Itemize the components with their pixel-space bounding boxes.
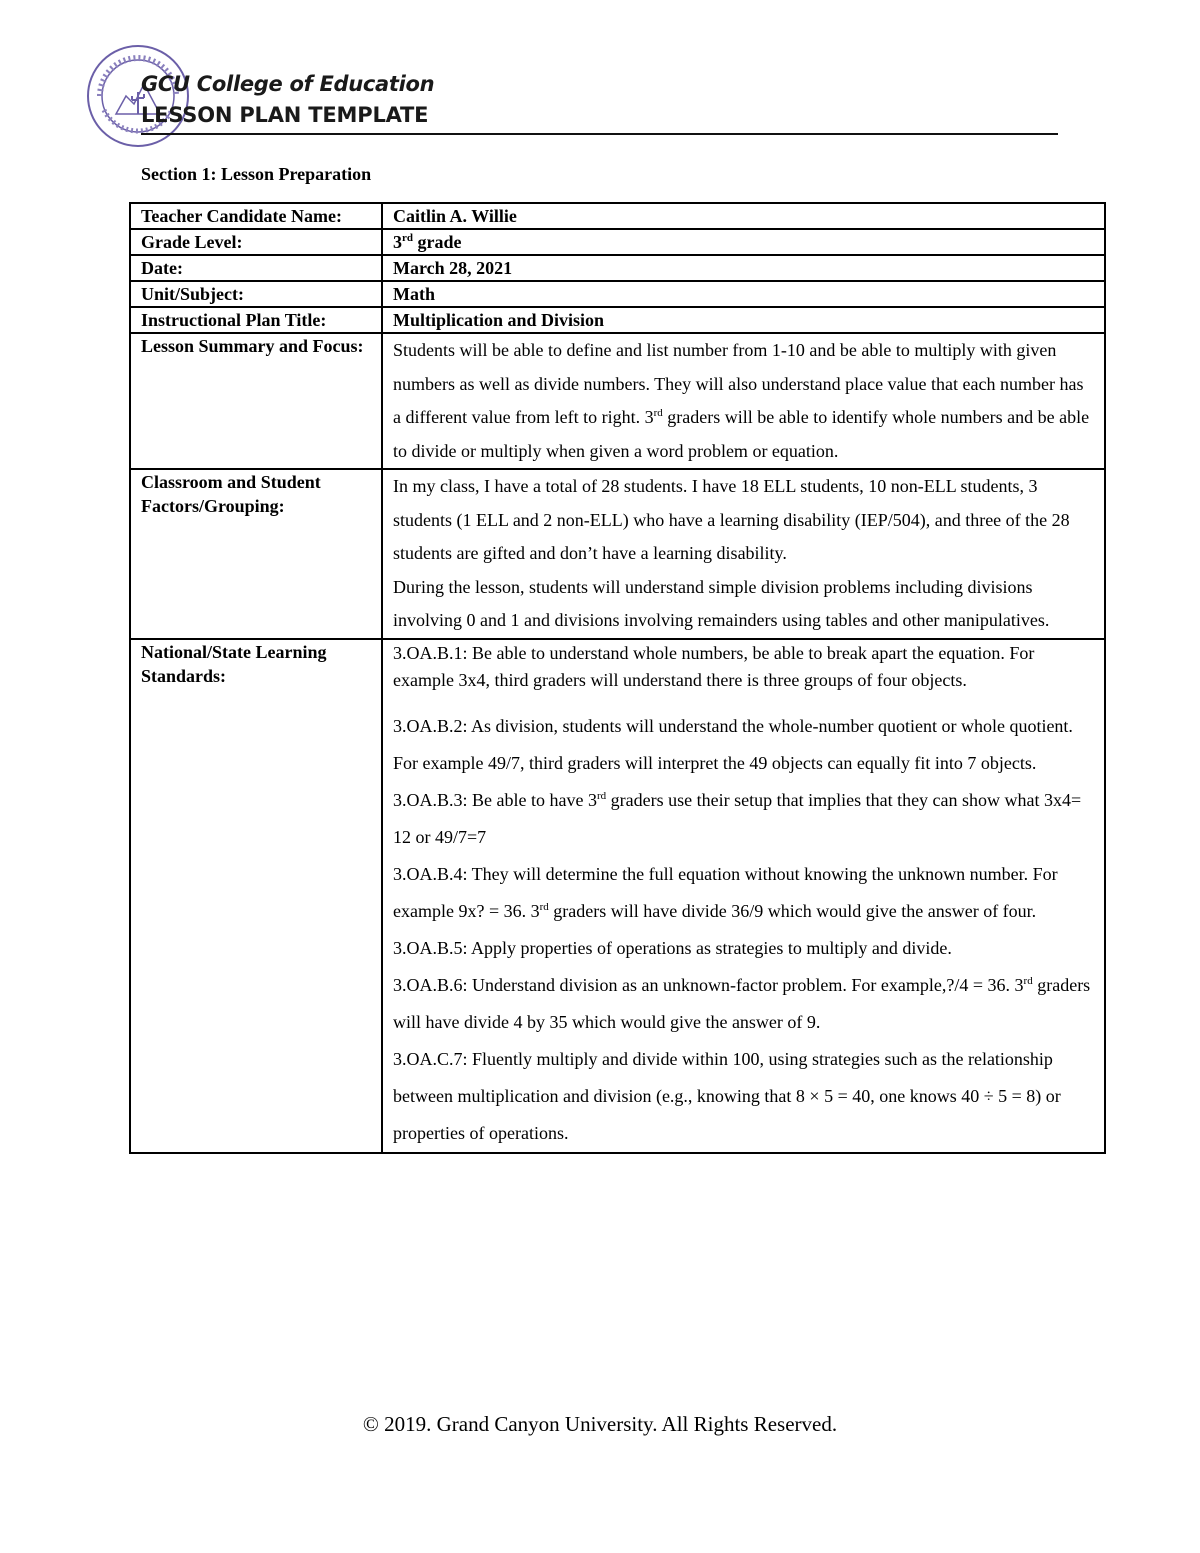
standard-item: 3.OA.C.7: Fluently multiply and divide within 100, using strategies such as the relationship between multiplication and division (e.g., knowing that 8 × 5 = 40, one knows 40 ÷ 5 = 8) or properties of operations.	[393, 1048, 1061, 1143]
table-row	[130, 639, 1105, 1153]
standard-item: 3.OA.B.4: They will determine the full equation without knowing the unknown number. For example 9x? = 36. 3rd graders will have divide 36/9 which would give the answer of four.	[393, 863, 1058, 921]
table-row	[130, 281, 1105, 307]
table-row	[130, 333, 1105, 469]
row-label: Teacher Candidate Name:	[130, 203, 382, 229]
classroom-paragraph: In my class, I have a total of 28 students. I have 18 ELL students, 10 non-ELL students, 3 students (1 ELL and 2 non-ELL) who have a learning disability (IEP/504), and three of the 28 students are gifted and don’t have a learning disability.	[393, 476, 1070, 563]
row-label: National/State Learning Standards:	[130, 639, 382, 1153]
standard-item: 3.OA.B.2: As division, students will understand the whole-number quotient or whole quotient. For example 49/7, third graders will interpret the 49 objects can equally fit into 7 objects.	[393, 715, 1073, 773]
lesson-summary: Students will be able to define and list number from 1-10 and be able to multiply with given numbers as well as divide numbers. They will also understand place value that each number has a different value from left to right. 3rd graders will be able to identify whole numbers and be able to divide or multiply when given a word problem or equation.	[382, 333, 1105, 469]
standard-item: 3.OA.B.5: Apply properties of operations as strategies to multiply and divide.	[393, 937, 952, 958]
table-row	[130, 307, 1105, 333]
standard-item: 3.OA.B.1: Be able to understand whole numbers, be able to break apart the equation. For example 3x4, third graders will understand there is three groups of four objects.	[393, 642, 1035, 690]
unit-subject: Math	[382, 281, 1105, 307]
learning-standards	[382, 639, 1105, 1153]
lesson-plan-table	[129, 202, 1106, 1154]
row-label: Date:	[130, 255, 382, 281]
row-label: Instructional Plan Title:	[130, 307, 382, 333]
grade-level: 3rd grade	[382, 229, 1105, 255]
classroom-paragraph: During the lesson, students will understand simple division problems including divisions involving 0 and 1 and divisions involving remainders using tables and other manipulatives.	[393, 576, 1050, 630]
table-row	[130, 229, 1105, 255]
table-row	[130, 255, 1105, 281]
row-label: Unit/Subject:	[130, 281, 382, 307]
template-title: LESSON PLAN TEMPLATE	[141, 103, 429, 127]
section-title: Section 1: Lesson Preparation	[141, 164, 372, 184]
classroom-factors	[382, 469, 1105, 639]
lesson-date: March 28, 2021	[382, 255, 1105, 281]
standard-item: 3.OA.B.3: Be able to have 3rd graders use their setup that implies that they can show what 3x4= 12 or 49/7=7	[393, 789, 1082, 847]
table-row	[130, 203, 1105, 229]
row-label: Classroom and Student Factors/Grouping:	[130, 469, 382, 639]
table-row	[130, 469, 1105, 639]
standard-item: 3.OA.B.6: Understand division as an unknown-factor problem. For example,?/4 = 36. 3rd graders will have divide 4 by 35 which would give the answer of 9.	[393, 974, 1091, 1032]
row-label: Grade Level:	[130, 229, 382, 255]
college-name: GCU College of Education	[141, 72, 435, 96]
copyright-footer: © 2019. Grand Canyon University. All Rights Reserved.	[362, 1412, 838, 1436]
plan-title: Multiplication and Division	[382, 307, 1105, 333]
header-divider	[141, 133, 1058, 135]
row-label: Lesson Summary and Focus:	[130, 333, 382, 469]
teacher-name: Caitlin A. Willie	[382, 203, 1105, 229]
